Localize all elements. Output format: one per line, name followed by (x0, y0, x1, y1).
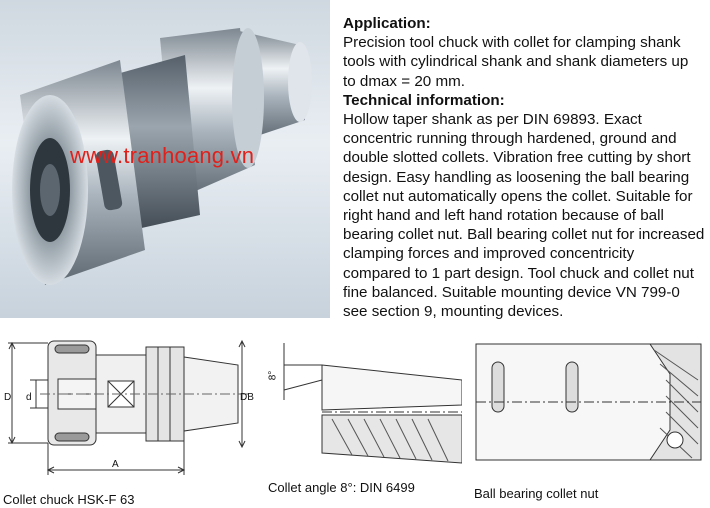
label-DB: DB (240, 392, 254, 403)
label-A: A (112, 459, 119, 470)
description (343, 14, 705, 321)
caption-collet-angle: Collet angle 8°: DIN 6499 (268, 480, 415, 495)
application-text: Precision tool chuck with collet for clamping shank tools with cylindrical shank and shank diameters up to dmax = 20 mm. (343, 34, 689, 90)
ball-bearing-nut-drawing (470, 340, 705, 470)
caption-ball-bearing-nut: Ball bearing collet nut (474, 486, 599, 501)
label-d: d (26, 392, 32, 403)
application-heading: Application: (343, 15, 431, 32)
angle-label: 8° (267, 370, 279, 381)
watermark: www.tranhoang.vn (70, 143, 255, 168)
caption-collet-chuck: Collet chuck HSK-F 63 (3, 492, 135, 507)
label-D: D (4, 392, 12, 403)
collet-chuck-drawing (0, 325, 260, 480)
technical-text: Hollow taper shank as per DIN 69893. Exact concentric running through hardened, ground and double slotted collets. Vibration free cutting by short design. Easy handling as loosening the ball bearing collet nut automatically opens the collet. Suitable for right hand and left hand rotation because of ball bearing collet nut. Ball bearing collet nut for increased clamping forces and improved concentricity compared to 1 part design. Tool chuck and collet nut fine balanced. Suitable mounting device VN 799-0 see section 9, mounting devices. (343, 111, 705, 321)
technical-heading: Technical information: (343, 91, 505, 109)
collet-angle-drawing (262, 335, 462, 470)
